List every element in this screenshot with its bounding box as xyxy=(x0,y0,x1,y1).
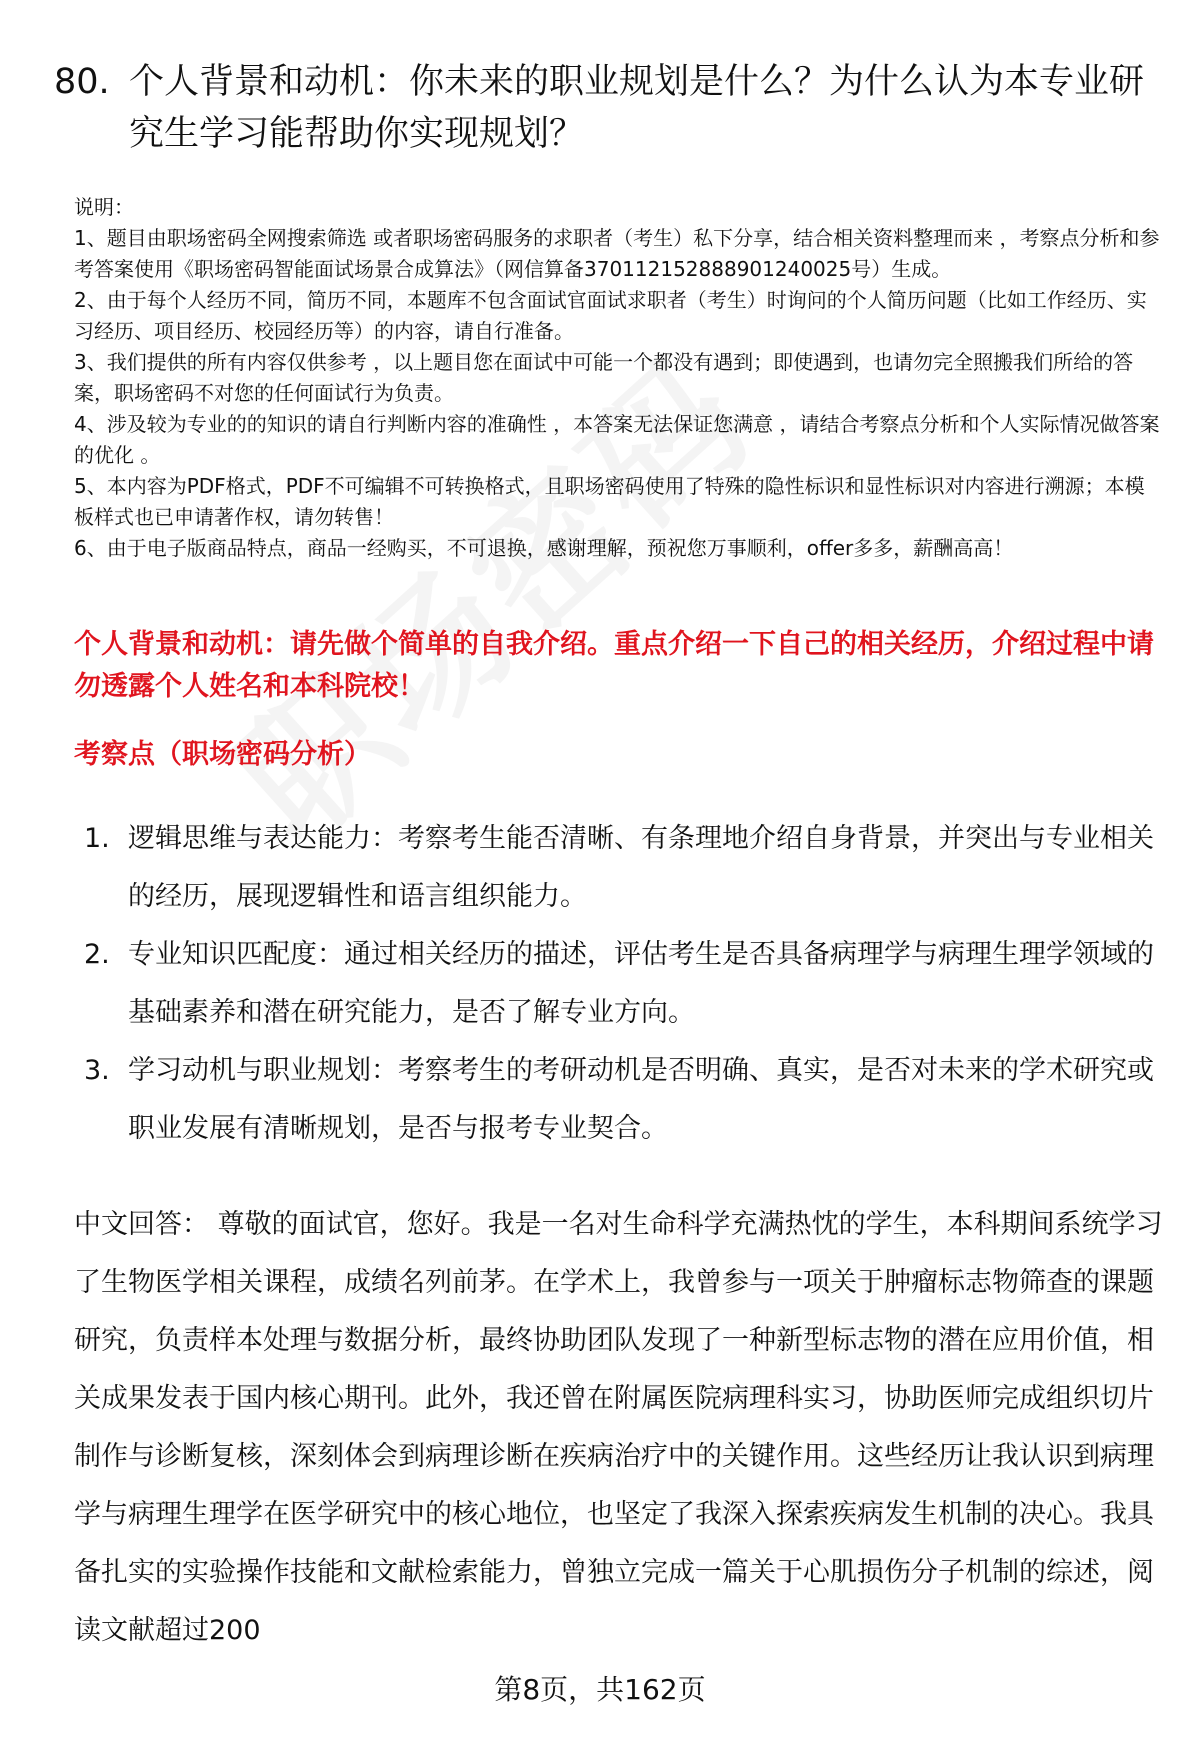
question-number: 80. xyxy=(54,62,110,102)
point-number: 1. xyxy=(84,823,110,854)
note-item: 4、涉及较为专业的的知识的请自行判断内容的准确性 ，本答案无法保证您满意 ，请结合考察点分析和个人实际情况做答案的优化 。 xyxy=(74,412,1160,467)
page-footer: 第8页，共162页 xyxy=(494,1673,706,1706)
question-text: 个人背景和动机：你未来的职业规划是什么？为什么认为本专业研究生学习能帮助你实现规划？ xyxy=(129,62,1145,154)
note-item: 3、我们提供的所有内容仅供参考 ，以上题目您在面试中可能一个都没有遇到；即使遇到，也请勿完全照搬我们所给的答案，职场密码不对您的任何面试行为负责。 xyxy=(74,350,1134,405)
analysis-point xyxy=(84,926,1164,1042)
point-text: 学习动机与职业规划：考察考生的考研动机是否明确、真实，是否对未来的学术研究或职业发展有清晰规划，是否与报考专业契合。 xyxy=(128,1055,1154,1144)
note-item: 6、由于电子版商品特点，商品一经购买，不可退换，感谢理解，预祝您万事顺利，offer多多，薪酬高高！ xyxy=(74,536,1014,560)
analysis-point xyxy=(84,1042,1164,1158)
notes-heading: 说明： xyxy=(74,195,134,219)
note-item: 2、由于每个人经历不同，简历不同，本题库不包含面试官面试求职者（考生）时询问的个人简历问题（比如工作经历、实习经历、项目经历、校园经历等）的内容，请自行准备。 xyxy=(74,288,1147,343)
note-item: 1、题目由职场密码全网搜索筛选 或者职场密码服务的求职者（考生）私下分享，结合相关资料整理而来 ，考察点分析和参考答案使用《职场密码智能面试场景合成算法》（网信算备370112152888901240025号）生成。 xyxy=(74,226,1160,281)
analysis-points xyxy=(84,810,1164,1158)
note-item: 5、本内容为PDF格式，PDF不可编辑不可转换格式，且职场密码使用了特殊的隐性标识和显性标识对内容进行溯源；本模板样式也已申请著作权，请勿转售！ xyxy=(74,474,1145,529)
answer-label: 中文回答： xyxy=(74,1209,209,1240)
answer-text: 尊敬的面试官，您好。我是一名对生命科学充满热忱的学生，本科期间系统学习了生物医学相关课程，成绩名列前茅。在学术上，我曾参与一项关于肿瘤标志物筛查的课题研究，负责样本处理与数据分析，最终协助团队发现了一种新型标志物的潜在应用价值，相关成果发表于国内核心期刊。此外，我还曾在附属医院病理科实习，协助医师完成组织切片制作与诊断复核，深刻体会到病理诊断在疾病治疗中的关键作用。这些经历让我认识到病理学与病理生理学在医学研究中的核心地位，也坚定了我深入探索疾病发生机制的决心。我具备扎实的实验操作技能和文献检索能力，曾独立完成一篇关于心肌损伤分子机制的综述，阅读文献超过200 xyxy=(74,1209,1163,1646)
point-text: 专业知识匹配度：通过相关经历的描述，评估考生是否具备病理学与病理生理学领域的基础素养和潜在研究能力，是否了解专业方向。 xyxy=(128,939,1154,1028)
question-heading xyxy=(54,56,1164,160)
point-number: 2. xyxy=(84,939,110,970)
analysis-point xyxy=(84,810,1164,926)
point-number: 3. xyxy=(84,1055,110,1086)
point-text: 逻辑思维与表达能力：考察考生能否清晰、有条理地介绍自身背景，并突出与专业相关的经历，展现逻辑性和语言组织能力。 xyxy=(128,823,1154,912)
interview-prompt: 个人背景和动机：请先做个简单的自我介绍。重点介绍一下自己的相关经历，介绍过程中请勿透露个人姓名和本科院校！ xyxy=(74,629,1154,702)
analysis-title: 考察点（职场密码分析） xyxy=(74,739,371,770)
answer-section xyxy=(74,1196,1164,1660)
notes-section xyxy=(74,192,1164,564)
